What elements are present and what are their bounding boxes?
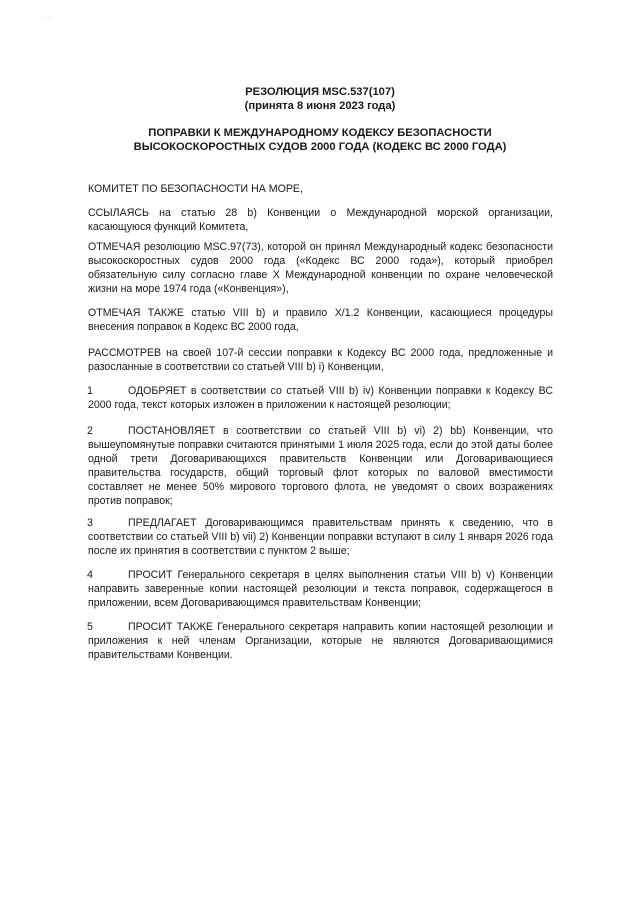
paragraph-number: 4 [87,569,93,581]
preamble-considered: РАССМОТРЕВ на своей 107-й сессии поправки к Кодексу ВС 2000 года, предложенные и разосланные в соответствии со статьей VIII b) i) Конвенции, [88,347,553,373]
committee-heading: КОМИТЕТ ПО БЕЗОПАСНОСТИ НА МОРЕ, [88,183,303,195]
preamble-recalling: ССЫЛАЯСЬ на статью 28 b) Конвенции о Международной морской организации, касающуюся функций Комитета, [88,207,553,233]
scan-mark: · · [44,14,51,21]
paragraph-number: 3 [87,517,93,529]
paragraph-text: ПРЕДЛАГАЕТ Договаривающимся правительствам принять к сведению, что в соответствии со статьей VIII b) vii) 2) Конвенции поправки вступают в силу 1 января 2026 года после их принятия в соответствии с пунктом 2 выше; [88,517,553,557]
preamble-noting-also: ОТМЕЧАЯ ТАКЖЕ статью VIII b) и правило X/1.2 Конвенции, касающиеся процедуры внесения поправок в Кодекс ВС 2000 года, [88,307,553,333]
amendments-title-line-1: ПОПРАВКИ К МЕЖДУНАРОДНОМУ КОДЕКСУ БЕЗОПАСНОСТИ [148,127,492,139]
operative-paragraph-4 [88,568,553,610]
preamble-noting: ОТМЕЧАЯ резолюцию MSC.97(73), которой он принял Международный кодекс безопасности высокоскоростных судов 2000 года («Кодекс ВС 2000 года»), который приобрел обязательную силу согласно главе X Международной конвенции по охране человеческой жизни на море 1974 года («Конвенция»), [88,241,553,295]
paragraph-number: 2 [87,425,93,437]
paragraph-text: ПРОСИТ Генерального секретаря в целях выполнения статьи VIII b) v) Конвенции направить заверенные копии настоящей резолюции и текста поправок, содержащегося в приложении, всем Договаривающимся правительствам Конвенции; [88,569,553,609]
adoption-date: (принята 8 июня 2023 года) [244,100,396,112]
paragraph-number: 5 [87,621,93,633]
paragraph-text: ПРОСИТ ТАКЖЕ Генерального секретаря направить копии настоящей резолюции и приложения к ней членам Организации, которые не являются Договаривающимися правительствами Конвенции. [88,621,553,661]
operative-paragraph-5 [88,620,553,662]
resolution-title: РЕЗОЛЮЦИЯ MSC.537(107) [245,86,395,98]
paragraph-text: ОДОБРЯЕТ в соответствии со статьей VIII b) iv) Конвенции поправки к Кодексу ВС 2000 года, текст которых изложен в приложении к настоящей резолюции; [88,385,553,411]
paragraph-number: 1 [87,385,93,397]
paragraph-text: ПОСТАНОВЛЯЕТ в соответствии со статьей VIII b) vi) 2) bb) Конвенции, что вышеупомянутые поправки считаются принятыми 1 июля 2025 года, если до этой даты более одной трети Договаривающихся правительств Конвенции или Договаривающиеся правительства государств, общий торговый флот которых по валовой вместимости составляет не менее 50% мирового торгового флота, не уведомят о своих возражениях против поправок; [88,425,553,507]
operative-paragraph-3 [88,516,553,558]
operative-paragraph-2 [88,424,553,508]
operative-paragraph-1 [88,384,553,412]
amendments-title-line-2: ВЫСОКОСКОРОСТНЫХ СУДОВ 2000 ГОДА (КОДЕКС ВС 2000 ГОДА) [133,141,507,153]
